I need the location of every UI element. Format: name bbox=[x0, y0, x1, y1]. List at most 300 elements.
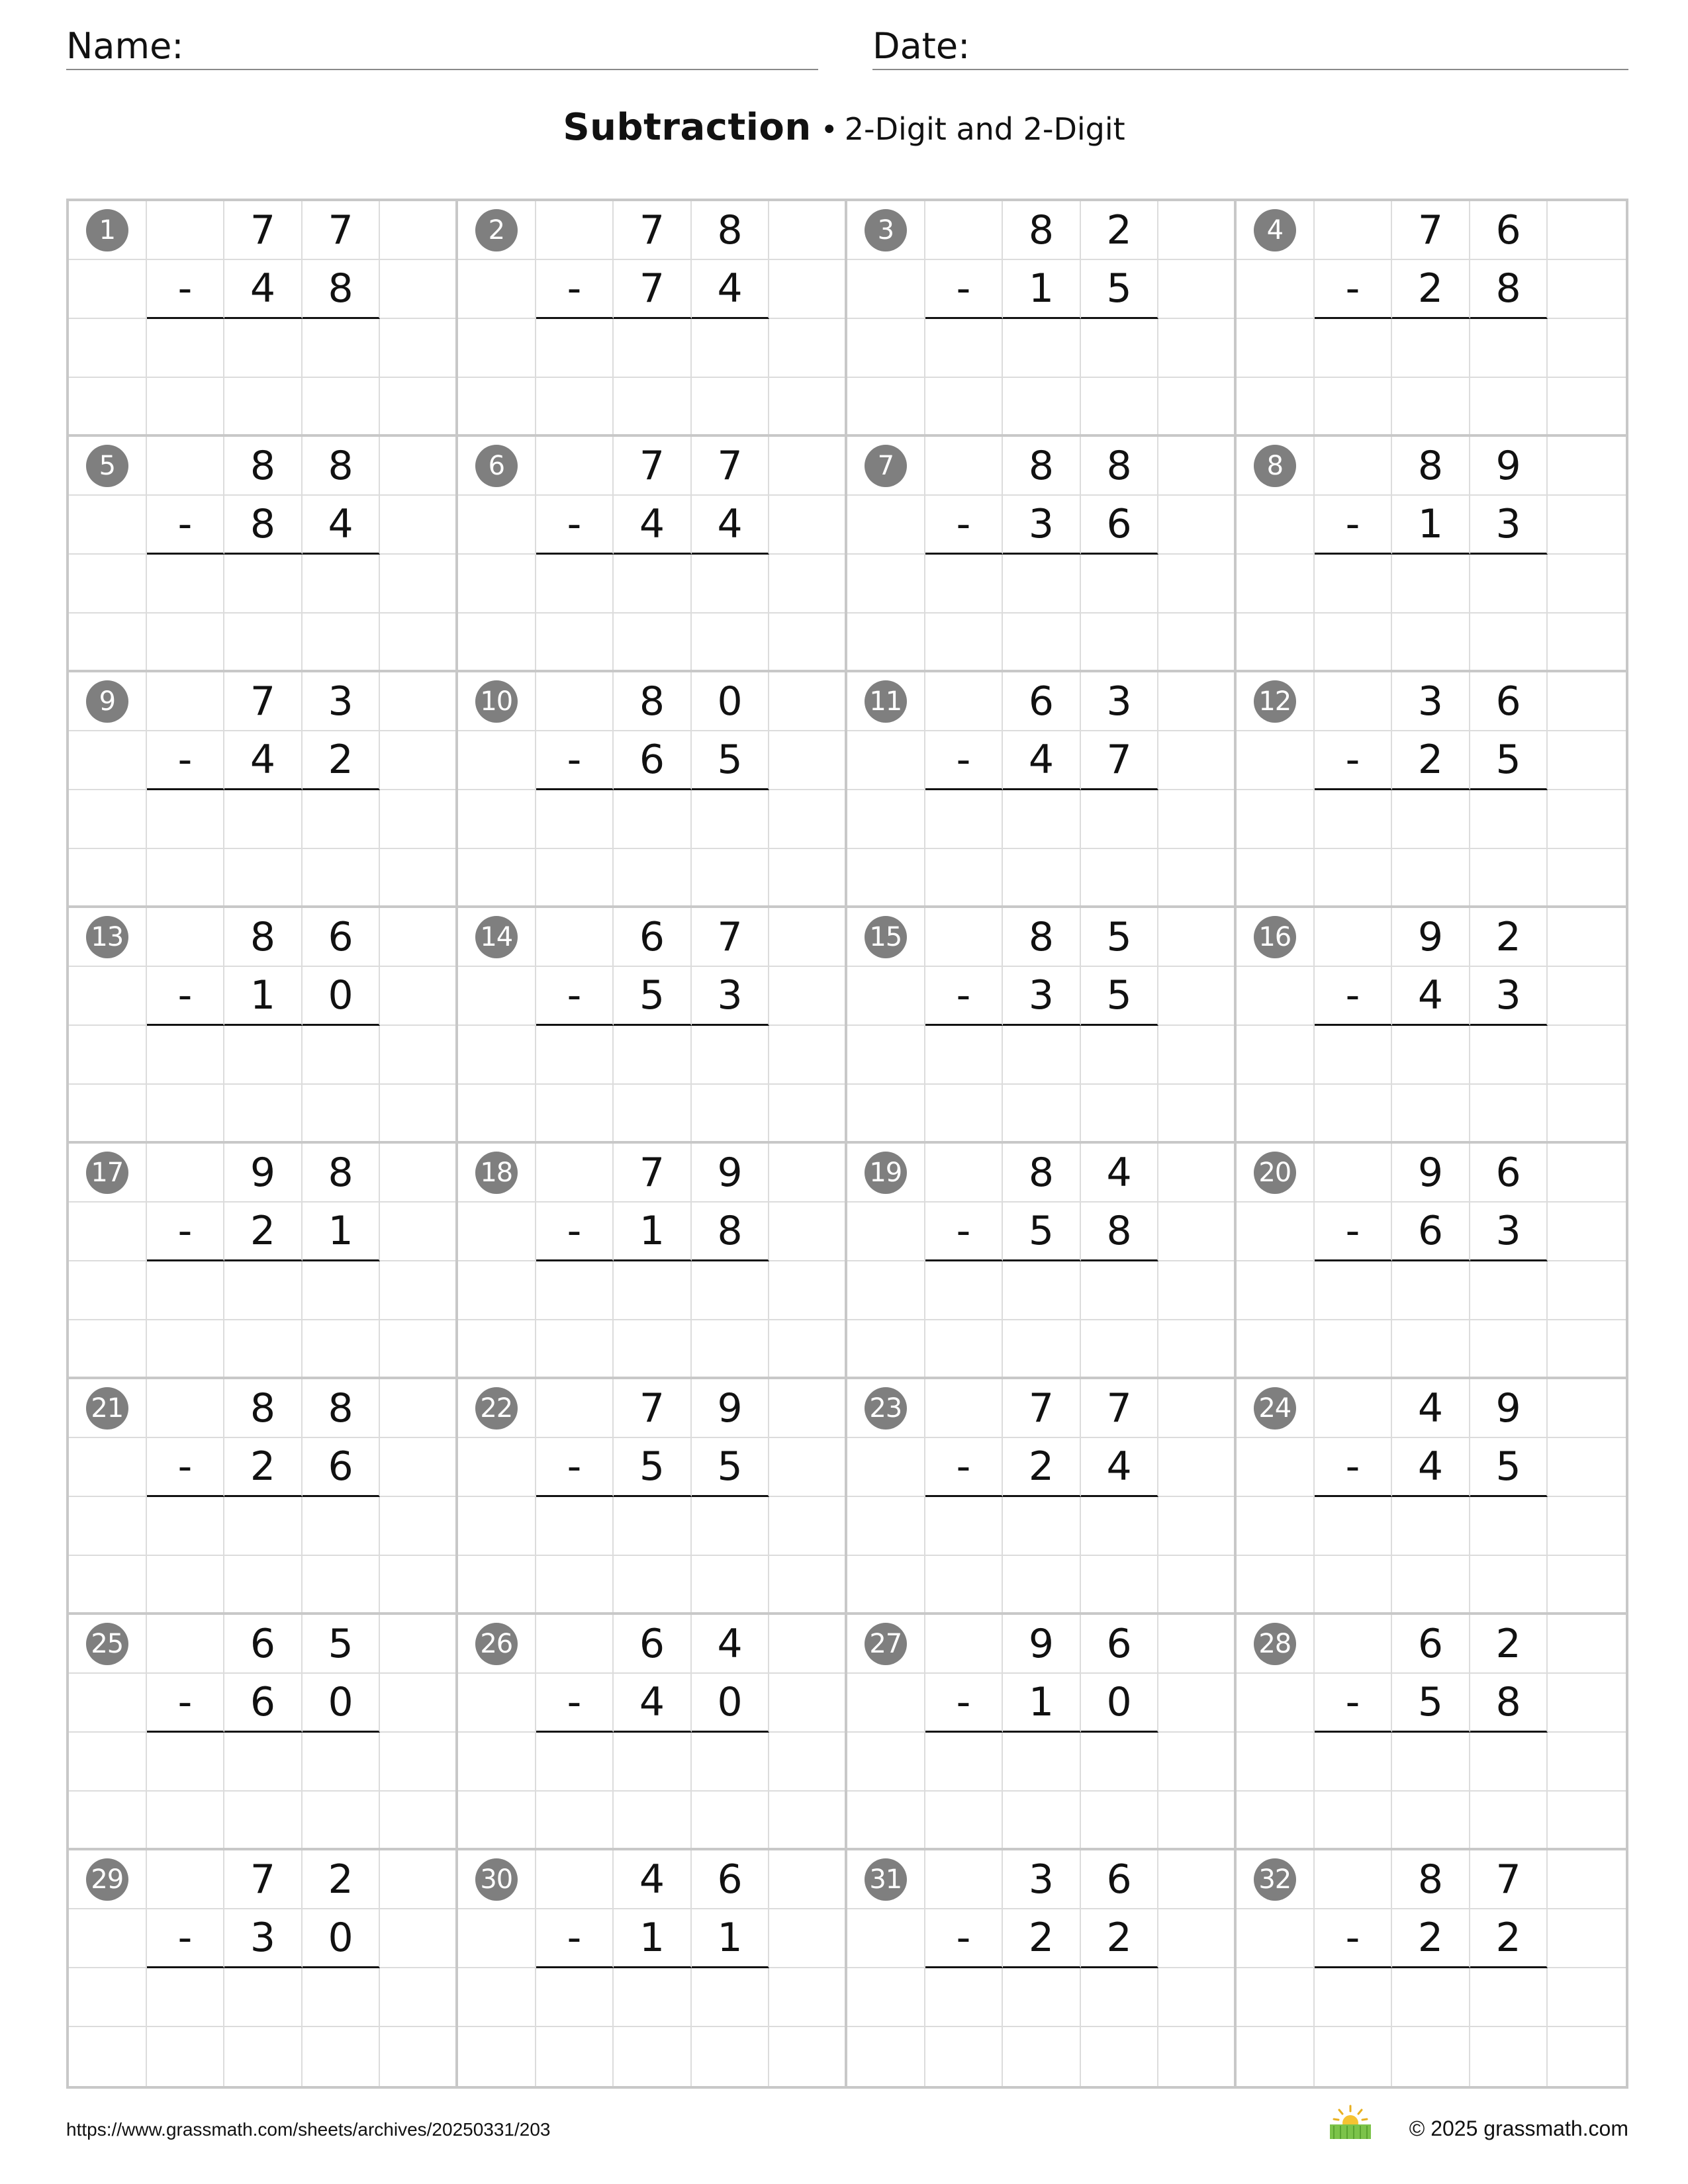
answer-cell[interactable] bbox=[1392, 1733, 1470, 1792]
answer-cell[interactable] bbox=[614, 1026, 692, 1085]
grid-cell bbox=[69, 614, 147, 672]
minus-operator: - bbox=[536, 731, 614, 790]
answer-cell[interactable] bbox=[1081, 1792, 1159, 1850]
answer-cell[interactable] bbox=[536, 1261, 614, 1320]
answer-cell[interactable] bbox=[1081, 1968, 1159, 2027]
grid-cell bbox=[1158, 1203, 1237, 1261]
minuend-digit: 0 bbox=[692, 672, 770, 731]
answer-cell[interactable] bbox=[1003, 1261, 1081, 1320]
answer-cell[interactable] bbox=[1315, 1261, 1393, 1320]
answer-cell[interactable] bbox=[224, 319, 303, 378]
grid-cell bbox=[769, 319, 847, 378]
answer-cell[interactable] bbox=[692, 2027, 770, 2086]
problem-number-badge: 3 bbox=[865, 209, 907, 251]
answer-cell[interactable] bbox=[925, 2027, 1004, 2086]
answer-cell[interactable] bbox=[614, 1497, 692, 1556]
answer-cell[interactable] bbox=[1315, 1085, 1393, 1144]
answer-cell[interactable] bbox=[1315, 1497, 1393, 1556]
answer-cell[interactable] bbox=[303, 1556, 381, 1615]
answer-cell[interactable] bbox=[1392, 1556, 1470, 1615]
subtrahend-digit: 8 bbox=[303, 260, 381, 319]
answer-cell[interactable] bbox=[925, 378, 1004, 437]
answer-cell[interactable] bbox=[1003, 2027, 1081, 2086]
minuend-digit: 3 bbox=[1392, 672, 1470, 731]
minuend-digit: 9 bbox=[1470, 1379, 1548, 1438]
answer-cell[interactable] bbox=[147, 1556, 225, 1615]
answer-cell[interactable] bbox=[1392, 1026, 1470, 1085]
answer-cell[interactable] bbox=[1003, 1792, 1081, 1850]
answer-cell[interactable] bbox=[1003, 1085, 1081, 1144]
answer-cell[interactable] bbox=[1315, 1733, 1393, 1792]
answer-cell[interactable] bbox=[1470, 378, 1548, 437]
answer-cell[interactable] bbox=[224, 1085, 303, 1144]
answer-cell[interactable] bbox=[1392, 790, 1470, 849]
date-field[interactable] bbox=[872, 26, 1628, 70]
answer-cell[interactable] bbox=[1081, 378, 1159, 437]
grid-cell bbox=[847, 260, 925, 319]
answer-cell[interactable] bbox=[1470, 614, 1548, 672]
answer-cell[interactable] bbox=[147, 1792, 225, 1850]
answer-cell[interactable] bbox=[224, 614, 303, 672]
answer-cell[interactable] bbox=[925, 1085, 1004, 1144]
answer-cell[interactable] bbox=[536, 1556, 614, 1615]
answer-cell[interactable] bbox=[1392, 1497, 1470, 1556]
grid-cell bbox=[1548, 1556, 1626, 1615]
minuend-digit: 7 bbox=[692, 437, 770, 496]
answer-cell[interactable] bbox=[147, 1085, 225, 1144]
answer-cell[interactable] bbox=[1315, 790, 1393, 849]
answer-cell[interactable] bbox=[147, 849, 225, 908]
answer-cell[interactable] bbox=[614, 555, 692, 614]
minus-operator: - bbox=[536, 1203, 614, 1261]
answer-cell[interactable] bbox=[303, 849, 381, 908]
answer-cell[interactable] bbox=[147, 1261, 225, 1320]
answer-cell[interactable] bbox=[614, 378, 692, 437]
answer-cell[interactable] bbox=[303, 378, 381, 437]
answer-cell[interactable] bbox=[1003, 1556, 1081, 1615]
problem-block bbox=[1237, 1144, 1626, 1379]
answer-cell[interactable] bbox=[925, 1261, 1004, 1320]
answer-cell[interactable] bbox=[1470, 2027, 1548, 2086]
answer-cell[interactable] bbox=[1003, 790, 1081, 849]
minuend-digit: 4 bbox=[1392, 1379, 1470, 1438]
answer-cell[interactable] bbox=[925, 1320, 1004, 1379]
grid-cell bbox=[847, 731, 925, 790]
grid-cell bbox=[847, 1144, 925, 1203]
grid-cell bbox=[1237, 849, 1315, 908]
answer-cell[interactable] bbox=[614, 790, 692, 849]
answer-cell[interactable] bbox=[1470, 1733, 1548, 1792]
answer-cell[interactable] bbox=[1315, 2027, 1393, 2086]
answer-cell[interactable] bbox=[303, 1968, 381, 2027]
grid-cell bbox=[1237, 1968, 1315, 2027]
answer-cell[interactable] bbox=[614, 319, 692, 378]
answer-cell[interactable] bbox=[147, 614, 225, 672]
answer-cell[interactable] bbox=[692, 1556, 770, 1615]
answer-cell[interactable] bbox=[1392, 555, 1470, 614]
grid-cell bbox=[769, 1674, 847, 1733]
answer-cell[interactable] bbox=[224, 1968, 303, 2027]
grid-cell bbox=[1237, 437, 1315, 496]
answer-cell[interactable] bbox=[147, 1026, 225, 1085]
grid-cell bbox=[69, 1850, 147, 1909]
answer-cell[interactable] bbox=[1081, 614, 1159, 672]
answer-cell[interactable] bbox=[147, 1497, 225, 1556]
answer-cell[interactable] bbox=[303, 1261, 381, 1320]
grid-cell bbox=[769, 908, 847, 967]
grid-cell bbox=[1315, 437, 1393, 496]
grid-cell bbox=[536, 672, 614, 731]
answer-cell[interactable] bbox=[1081, 1085, 1159, 1144]
answer-cell[interactable] bbox=[1392, 1792, 1470, 1850]
answer-cell[interactable] bbox=[1470, 319, 1548, 378]
answer-cell[interactable] bbox=[1392, 1085, 1470, 1144]
answer-cell[interactable] bbox=[1392, 849, 1470, 908]
answer-cell[interactable] bbox=[224, 1026, 303, 1085]
answer-cell[interactable] bbox=[1470, 1497, 1548, 1556]
answer-cell[interactable] bbox=[692, 1261, 770, 1320]
grid-cell bbox=[769, 2027, 847, 2086]
minuend-digit: 6 bbox=[1081, 1850, 1159, 1909]
grid-cell bbox=[1158, 1968, 1237, 2027]
minuend-digit: 6 bbox=[303, 908, 381, 967]
answer-cell[interactable] bbox=[692, 849, 770, 908]
answer-cell[interactable] bbox=[1315, 555, 1393, 614]
grid-cell bbox=[925, 908, 1004, 967]
answer-cell[interactable] bbox=[1470, 1026, 1548, 1085]
answer-cell[interactable] bbox=[224, 1261, 303, 1320]
answer-cell[interactable] bbox=[1081, 790, 1159, 849]
answer-cell[interactable] bbox=[1315, 1968, 1393, 2027]
answer-cell[interactable] bbox=[1003, 1968, 1081, 2027]
answer-cell[interactable] bbox=[536, 1733, 614, 1792]
grid-cell bbox=[536, 1379, 614, 1438]
answer-cell[interactable] bbox=[1081, 1026, 1159, 1085]
worksheet-title bbox=[0, 106, 1688, 149]
problem-number-badge: 32 bbox=[1254, 1858, 1296, 1901]
answer-cell[interactable] bbox=[1003, 1320, 1081, 1379]
grid-cell bbox=[380, 967, 458, 1026]
grid-cell bbox=[69, 319, 147, 378]
answer-cell[interactable] bbox=[614, 849, 692, 908]
date-label: Date: bbox=[872, 25, 970, 67]
answer-cell[interactable] bbox=[1470, 1261, 1548, 1320]
grid-cell bbox=[536, 1615, 614, 1674]
grid-cell bbox=[769, 201, 847, 260]
grid-cell bbox=[1158, 1379, 1237, 1438]
subtrahend-digit: 0 bbox=[303, 967, 381, 1026]
grid-cell bbox=[925, 1615, 1004, 1674]
subtrahend-digit: 4 bbox=[692, 496, 770, 555]
answer-cell[interactable] bbox=[614, 2027, 692, 2086]
answer-cell[interactable] bbox=[1315, 378, 1393, 437]
grid-cell bbox=[380, 1556, 458, 1615]
answer-cell[interactable] bbox=[224, 378, 303, 437]
answer-cell[interactable] bbox=[1470, 849, 1548, 908]
answer-cell[interactable] bbox=[692, 1320, 770, 1379]
minuend-digit: 7 bbox=[224, 1850, 303, 1909]
answer-cell[interactable] bbox=[1470, 790, 1548, 849]
grid-cell bbox=[147, 437, 225, 496]
subtrahend-digit: 2 bbox=[1392, 1909, 1470, 1968]
answer-cell[interactable] bbox=[1392, 378, 1470, 437]
answer-cell[interactable] bbox=[536, 1497, 614, 1556]
problem-block bbox=[458, 908, 847, 1144]
answer-cell[interactable] bbox=[925, 1497, 1004, 1556]
grid-cell bbox=[847, 201, 925, 260]
answer-cell[interactable] bbox=[1470, 1320, 1548, 1379]
grid-cell bbox=[1158, 1438, 1237, 1497]
answer-cell[interactable] bbox=[303, 1320, 381, 1379]
grid-cell bbox=[1237, 790, 1315, 849]
answer-cell[interactable] bbox=[692, 1792, 770, 1850]
answer-cell[interactable] bbox=[303, 614, 381, 672]
subtrahend-digit: 4 bbox=[1392, 1438, 1470, 1497]
answer-cell[interactable] bbox=[925, 1556, 1004, 1615]
grid-cell bbox=[1548, 319, 1626, 378]
answer-cell[interactable] bbox=[1392, 2027, 1470, 2086]
answer-cell[interactable] bbox=[1392, 1320, 1470, 1379]
answer-cell[interactable] bbox=[925, 614, 1004, 672]
answer-cell[interactable] bbox=[224, 2027, 303, 2086]
minus-operator: - bbox=[147, 731, 225, 790]
answer-cell[interactable] bbox=[224, 555, 303, 614]
answer-cell[interactable] bbox=[1470, 1085, 1548, 1144]
answer-cell[interactable] bbox=[147, 2027, 225, 2086]
answer-cell[interactable] bbox=[1081, 849, 1159, 908]
grid-cell bbox=[458, 1144, 536, 1203]
problem-block bbox=[69, 1850, 458, 2086]
answer-cell[interactable] bbox=[1081, 1261, 1159, 1320]
minus-operator: - bbox=[536, 1674, 614, 1733]
answer-cell[interactable] bbox=[1315, 614, 1393, 672]
answer-cell[interactable] bbox=[925, 319, 1004, 378]
answer-cell[interactable] bbox=[147, 1320, 225, 1379]
answer-cell[interactable] bbox=[1081, 319, 1159, 378]
answer-cell[interactable] bbox=[1003, 849, 1081, 908]
answer-cell[interactable] bbox=[224, 1792, 303, 1850]
answer-cell[interactable] bbox=[536, 319, 614, 378]
answer-cell[interactable] bbox=[147, 319, 225, 378]
answer-cell[interactable] bbox=[692, 1968, 770, 2027]
name-label: Name: bbox=[66, 25, 184, 67]
answer-cell[interactable] bbox=[303, 1733, 381, 1792]
answer-cell[interactable] bbox=[303, 790, 381, 849]
answer-cell[interactable] bbox=[147, 790, 225, 849]
grid-cell bbox=[380, 496, 458, 555]
answer-cell[interactable] bbox=[614, 1556, 692, 1615]
answer-cell[interactable] bbox=[1003, 555, 1081, 614]
answer-cell[interactable] bbox=[224, 790, 303, 849]
answer-cell[interactable] bbox=[224, 1497, 303, 1556]
answer-cell[interactable] bbox=[224, 1320, 303, 1379]
grid-cell bbox=[69, 1909, 147, 1968]
answer-cell[interactable] bbox=[1081, 1497, 1159, 1556]
answer-cell[interactable] bbox=[1470, 1556, 1548, 1615]
answer-cell[interactable] bbox=[692, 1085, 770, 1144]
subtrahend-digit: 3 bbox=[1470, 967, 1548, 1026]
subtrahend-digit: 2 bbox=[224, 1438, 303, 1497]
answer-cell[interactable] bbox=[925, 1792, 1004, 1850]
answer-cell[interactable] bbox=[1003, 378, 1081, 437]
answer-cell[interactable] bbox=[1315, 849, 1393, 908]
grid-cell bbox=[847, 1320, 925, 1379]
answer-cell[interactable] bbox=[536, 614, 614, 672]
answer-cell[interactable] bbox=[925, 790, 1004, 849]
answer-cell[interactable] bbox=[614, 614, 692, 672]
subtrahend-digit: 4 bbox=[1392, 967, 1470, 1026]
answer-cell[interactable] bbox=[614, 1792, 692, 1850]
grid-cell bbox=[69, 1144, 147, 1203]
answer-cell[interactable] bbox=[925, 1026, 1004, 1085]
answer-cell[interactable] bbox=[1081, 1733, 1159, 1792]
answer-cell[interactable] bbox=[614, 1320, 692, 1379]
grid-cell bbox=[1548, 496, 1626, 555]
answer-cell[interactable] bbox=[1003, 1733, 1081, 1792]
answer-cell[interactable] bbox=[224, 849, 303, 908]
answer-cell[interactable] bbox=[224, 1556, 303, 1615]
grid-cell bbox=[1158, 2027, 1237, 2086]
answer-cell[interactable] bbox=[692, 790, 770, 849]
minuend-digit: 2 bbox=[1081, 201, 1159, 260]
answer-cell[interactable] bbox=[147, 555, 225, 614]
answer-cell[interactable] bbox=[1315, 1556, 1393, 1615]
answer-cell[interactable] bbox=[303, 1792, 381, 1850]
grid-cell bbox=[1158, 1850, 1237, 1909]
answer-cell[interactable] bbox=[692, 1733, 770, 1792]
problem-number-badge: 1 bbox=[86, 209, 128, 251]
subtrahend-digit: 2 bbox=[1003, 1909, 1081, 1968]
name-field[interactable] bbox=[66, 26, 818, 70]
answer-cell[interactable] bbox=[536, 1085, 614, 1144]
minuend-digit: 8 bbox=[614, 672, 692, 731]
answer-cell[interactable] bbox=[303, 1497, 381, 1556]
answer-cell[interactable] bbox=[147, 378, 225, 437]
grid-cell bbox=[147, 1144, 225, 1203]
minuend-digit: 8 bbox=[224, 908, 303, 967]
subtrahend-digit: 4 bbox=[692, 260, 770, 319]
answer-cell[interactable] bbox=[1392, 1261, 1470, 1320]
problem-block bbox=[847, 201, 1237, 437]
answer-cell[interactable] bbox=[1470, 1792, 1548, 1850]
answer-cell[interactable] bbox=[303, 1085, 381, 1144]
problem-block bbox=[1237, 672, 1626, 908]
footer-url: https://www.grassmath.com/sheets/archives/20250331/203 bbox=[66, 2119, 551, 2140]
answer-cell[interactable] bbox=[1392, 614, 1470, 672]
grid-cell bbox=[458, 1261, 536, 1320]
answer-cell[interactable] bbox=[925, 1733, 1004, 1792]
answer-cell[interactable] bbox=[1003, 319, 1081, 378]
answer-cell[interactable] bbox=[692, 319, 770, 378]
grid-cell bbox=[1548, 437, 1626, 496]
grid-cell bbox=[1237, 908, 1315, 967]
answer-cell[interactable] bbox=[1081, 2027, 1159, 2086]
grid-cell bbox=[1548, 2027, 1626, 2086]
answer-cell[interactable] bbox=[1392, 1968, 1470, 2027]
answer-cell[interactable] bbox=[303, 319, 381, 378]
grid-cell bbox=[847, 378, 925, 437]
answer-cell[interactable] bbox=[1003, 614, 1081, 672]
answer-cell[interactable] bbox=[1081, 1320, 1159, 1379]
answer-cell[interactable] bbox=[1003, 1026, 1081, 1085]
answer-cell[interactable] bbox=[147, 1968, 225, 2027]
minus-operator: - bbox=[147, 1909, 225, 1968]
answer-cell[interactable] bbox=[1470, 1968, 1548, 2027]
answer-cell[interactable] bbox=[1315, 319, 1393, 378]
answer-cell[interactable] bbox=[536, 555, 614, 614]
answer-cell[interactable] bbox=[614, 1968, 692, 2027]
answer-cell[interactable] bbox=[1315, 1792, 1393, 1850]
answer-cell[interactable] bbox=[1470, 555, 1548, 614]
answer-cell[interactable] bbox=[925, 849, 1004, 908]
answer-cell[interactable] bbox=[692, 1497, 770, 1556]
answer-cell[interactable] bbox=[1392, 319, 1470, 378]
grid-cell bbox=[769, 1556, 847, 1615]
answer-cell[interactable] bbox=[692, 378, 770, 437]
answer-cell[interactable] bbox=[692, 555, 770, 614]
answer-cell[interactable] bbox=[536, 2027, 614, 2086]
grid-cell bbox=[1548, 378, 1626, 437]
grid-cell bbox=[380, 260, 458, 319]
subtrahend-digit: 8 bbox=[692, 1203, 770, 1261]
answer-cell[interactable] bbox=[692, 614, 770, 672]
answer-cell[interactable] bbox=[303, 1026, 381, 1085]
answer-cell[interactable] bbox=[303, 2027, 381, 2086]
answer-cell[interactable] bbox=[925, 555, 1004, 614]
grid-cell bbox=[1548, 790, 1626, 849]
answer-cell[interactable] bbox=[614, 1085, 692, 1144]
grid-cell bbox=[1158, 731, 1237, 790]
answer-cell[interactable] bbox=[1081, 1556, 1159, 1615]
answer-cell[interactable] bbox=[536, 378, 614, 437]
grid-cell bbox=[380, 1733, 458, 1792]
problem-block bbox=[847, 1144, 1237, 1379]
subtrahend-digit: 0 bbox=[1081, 1674, 1159, 1733]
grid-cell bbox=[1548, 672, 1626, 731]
grid-cell bbox=[1315, 1379, 1393, 1438]
subtrahend-digit: 0 bbox=[692, 1674, 770, 1733]
answer-cell[interactable] bbox=[925, 1968, 1004, 2027]
answer-cell[interactable] bbox=[614, 1733, 692, 1792]
grid-cell bbox=[847, 319, 925, 378]
answer-cell[interactable] bbox=[1003, 1497, 1081, 1556]
minus-operator: - bbox=[536, 1438, 614, 1497]
grid-cell bbox=[769, 790, 847, 849]
subtrahend-digit: 3 bbox=[224, 1909, 303, 1968]
answer-cell[interactable] bbox=[224, 1733, 303, 1792]
grid-cell bbox=[1237, 1556, 1315, 1615]
answer-cell[interactable] bbox=[303, 555, 381, 614]
subtrahend-digit: 5 bbox=[1081, 260, 1159, 319]
grid-cell bbox=[536, 1850, 614, 1909]
grid-cell bbox=[380, 2027, 458, 2086]
answer-cell[interactable] bbox=[1081, 555, 1159, 614]
grid-cell bbox=[1315, 908, 1393, 967]
grid-cell bbox=[536, 201, 614, 260]
answer-cell[interactable] bbox=[536, 1320, 614, 1379]
answer-cell[interactable] bbox=[536, 1792, 614, 1850]
answer-cell[interactable] bbox=[536, 790, 614, 849]
answer-cell[interactable] bbox=[147, 1733, 225, 1792]
answer-cell[interactable] bbox=[692, 1026, 770, 1085]
answer-cell[interactable] bbox=[536, 849, 614, 908]
answer-cell[interactable] bbox=[536, 1968, 614, 2027]
answer-cell[interactable] bbox=[1315, 1026, 1393, 1085]
answer-cell[interactable] bbox=[614, 1261, 692, 1320]
answer-cell[interactable] bbox=[536, 1026, 614, 1085]
problem-block bbox=[69, 437, 458, 672]
answer-cell[interactable] bbox=[1315, 1320, 1393, 1379]
